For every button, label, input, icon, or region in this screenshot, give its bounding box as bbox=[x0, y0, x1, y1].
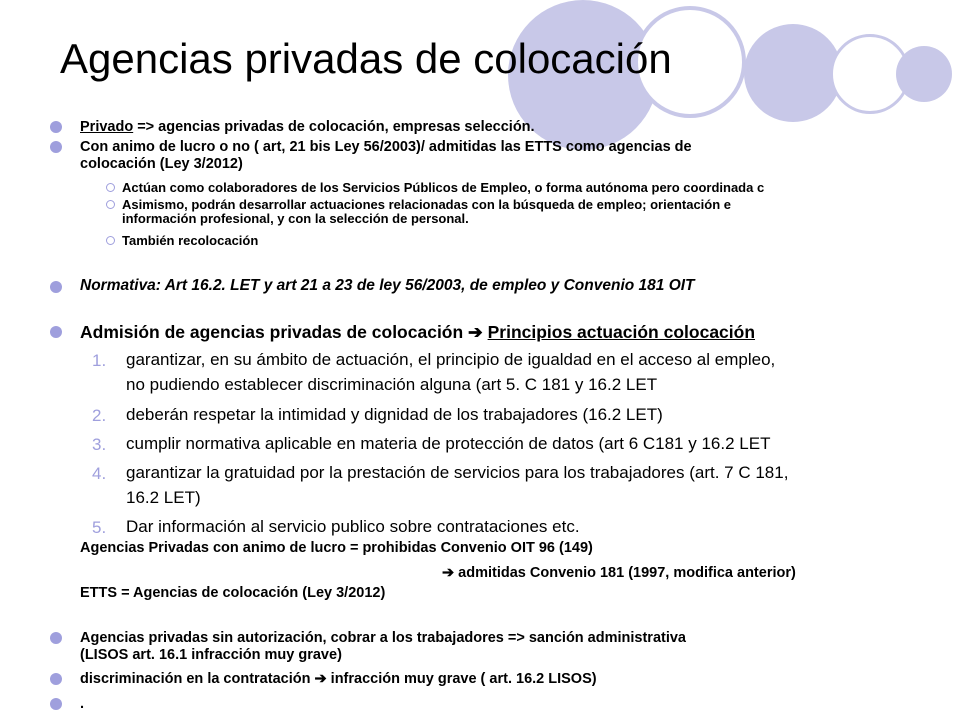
admision-heading bbox=[80, 321, 755, 343]
bottom-discriminacion bbox=[80, 671, 597, 687]
privado-text: => agencias privadas de colocación, empresas selección. bbox=[133, 119, 535, 135]
sub-item-recolocacion: También recolocación bbox=[122, 233, 259, 248]
normativa-italic: Normativa: Art 16.2. LET y art 21 a 23 de ley 56/2003, de empleo y Convenio 181 OIT bbox=[80, 277, 695, 294]
sub-bullet-ring bbox=[106, 183, 115, 192]
bullet-dot bbox=[50, 141, 62, 153]
discriminacion-rest: infracción muy grave ( art. 16.2 LISOS) bbox=[326, 671, 597, 687]
discriminacion-lead: discriminación en la contratación bbox=[80, 671, 315, 687]
bullet-privado bbox=[80, 119, 535, 135]
note-etts: ETTS = Agencias de colocación (Ley 3/2012) bbox=[80, 585, 386, 601]
principle-2-line1: deberán respetar la intimidad y dignidad de los trabajadores (16.2 LET) bbox=[126, 405, 663, 424]
note-admitidas-text: admitidas Convenio 181 (1997, modifica anterior) bbox=[454, 565, 796, 581]
sub-bullet-ring bbox=[106, 236, 115, 245]
principle-number: 1. bbox=[92, 351, 107, 370]
arrow-icon: ➔ bbox=[442, 565, 455, 581]
principle-1-line1: garantizar, en su ámbito de actuación, el principio de igualdad en el acceso al empleo, bbox=[126, 350, 776, 369]
sub-item-asimismo-line2: información profesional, y con la selección de personal. bbox=[122, 211, 469, 226]
bullet-dot bbox=[50, 698, 62, 710]
note-admitidas bbox=[442, 565, 796, 581]
sub-bullet-ring bbox=[106, 200, 115, 209]
principle-number: 2. bbox=[92, 406, 107, 425]
principle-3-line1: cumplir normativa aplicable en materia de protección de datos (art 6 C181 y 16.2 LET bbox=[126, 434, 771, 453]
note-prohibidas: Agencias Privadas con animo de lucro = prohibidas Convenio OIT 96 (149) bbox=[80, 540, 593, 556]
bullet-dot bbox=[50, 632, 62, 644]
admision-lead: Admisión de agencias privadas de colocación bbox=[80, 322, 469, 342]
decor-circle-3 bbox=[744, 24, 842, 122]
principios-link: Principios actuación colocación bbox=[487, 322, 756, 342]
decor-circle-5 bbox=[896, 46, 952, 102]
principle-4-line1: garantizar la gratuidad por la prestación de servicios para los trabajadores (art. 7 C 181, bbox=[126, 463, 789, 482]
principle-number: 4. bbox=[92, 464, 107, 483]
principle-number: 3. bbox=[92, 435, 107, 454]
principle-number: 5. bbox=[92, 518, 107, 537]
bullet-dot bbox=[50, 121, 62, 133]
principle-1-line2: no pudiendo establecer discriminación alguna (art 5. C 181 y 16.2 LET bbox=[126, 375, 658, 394]
bottom-sancion-line1: Agencias privadas sin autorización, cobrar a los trabajadores => sanción administrativa bbox=[80, 630, 686, 646]
arrow-icon: ➔ bbox=[468, 322, 483, 342]
bullet-lucro-line2: colocación (Ley 3/2012) bbox=[80, 156, 243, 172]
principle-5-line1: Dar información al servicio publico sobre contrataciones etc. bbox=[126, 517, 580, 536]
bullet-dot bbox=[50, 281, 62, 293]
normativa-text bbox=[80, 277, 695, 295]
bullet-dot bbox=[50, 673, 62, 685]
privado-label: Privado bbox=[80, 119, 134, 135]
page-title: Agencias privadas de colocación bbox=[60, 35, 672, 82]
sub-item-asimismo-line1: Asimismo, podrán desarrollar actuaciones relacionadas con la búsqueda de empleo; orientación e bbox=[122, 197, 732, 212]
sub-item-colaboradores: Actúan como colaboradores de los Servicios Públicos de Empleo, o forma autónoma pero coordinada c bbox=[122, 180, 765, 195]
bottom-sancion-line2: (LISOS art. 16.1 infracción muy grave) bbox=[80, 647, 342, 663]
bullet-lucro-line1: Con animo de lucro o no ( art, 21 bis Ley 56/2003)/ admitidas las ETTS como agencias de bbox=[80, 139, 692, 155]
bottom-dot-text: . bbox=[80, 696, 85, 712]
bullet-dot bbox=[50, 326, 62, 338]
arrow-icon: ➔ bbox=[314, 671, 327, 687]
principle-4-line2: 16.2 LET) bbox=[126, 488, 201, 507]
